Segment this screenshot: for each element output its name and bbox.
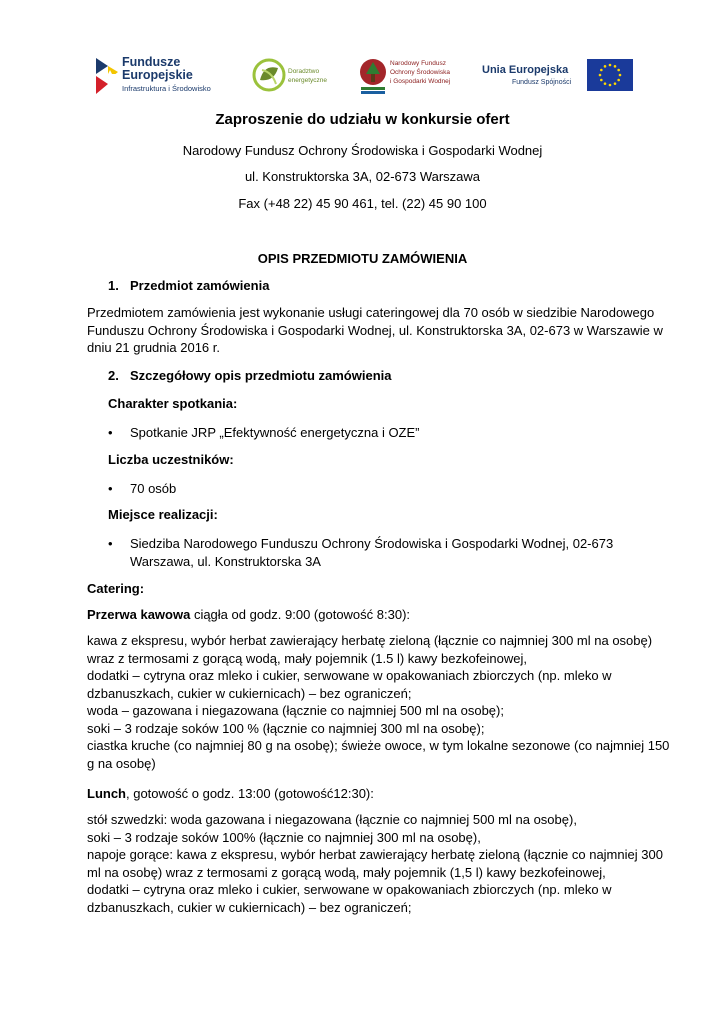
miejsce-line: Siedziba Narodowego Funduszu Ochrony Środowiska i Gospodarki Wodnej, 02-673 <box>130 536 614 551</box>
liczba-label: Liczba uczestników: <box>108 452 234 467</box>
lunch-line: soki – 3 rodzaje soków 100% (łącznie co najmniej 300 ml na osobę), <box>87 829 481 845</box>
org-address: ul. Konstruktorska 3A, 02-673 Warszawa <box>244 169 481 184</box>
eu-star-icon <box>614 82 617 85</box>
fundusze-line3: Infrastruktura i Środowisko <box>122 84 211 93</box>
fundusze-line2: Europejskie <box>122 68 193 82</box>
doradztwo-line2: energetyczne <box>288 77 328 84</box>
przerwa-line: dodatki – cytryna oraz mleko i cukier, serwowane w opakowaniach zbiorczych (np. mleko w <box>87 668 612 683</box>
lunch-line: napoje gorące: kawa z ekspresu, wybór herbat zawierający herbatę zieloną (łącznie co najmniej 300 <box>87 847 663 862</box>
eu-flag-icon <box>587 59 633 91</box>
lunch-rest: , gotowość o godz. 13:00 (gotowość12:30): <box>126 786 374 801</box>
eu-star-icon <box>617 69 620 72</box>
nfosigw-logo <box>358 52 468 102</box>
bullet-icon: • <box>108 536 113 551</box>
section-1-number: 1. <box>108 278 119 293</box>
section-1-paragraph <box>87 304 663 357</box>
przerwa-details <box>87 632 670 772</box>
eu-star-icon <box>609 64 612 67</box>
przerwa-line: soki – 3 rodzaje soków 100 % (łącznie co najmniej 300 ml na osobę); <box>87 720 485 736</box>
eu-star-icon <box>619 74 622 77</box>
logo-bar <box>94 52 634 102</box>
lunch-line: stół szwedzki: woda gazowana i niegazowana (łącznie co najmniej 500 ml na osobę), <box>87 812 577 827</box>
nfosigw-line2: Ochrony Środowiska <box>390 69 450 76</box>
section-2-label: Szczegółowy opis przedmiotu zamówienia <box>130 368 392 383</box>
section-1-label: Przedmiot zamówienia <box>130 278 270 293</box>
lunch-details <box>87 811 663 916</box>
fundusze-line1: Fundusze <box>122 55 181 69</box>
lunch-bold: Lunch <box>87 786 126 801</box>
przerwa-line: ciastka kruche (co najmniej 80 g na osobę); świeże owoce, w tym lokalne sezonowe (co najmniej 150 <box>87 738 670 753</box>
unia-europejska-logo <box>482 52 632 102</box>
eu-star-icon <box>604 65 607 68</box>
przerwa-line: kawa z ekspresu, wybór herbat zawierający herbatę zieloną (łącznie co najmniej 300 ml na osobę) <box>87 633 653 648</box>
tree-icon <box>358 56 388 96</box>
document-title: Zaproszenie do udziału w konkursie ofert <box>215 111 510 128</box>
lunch-heading <box>87 785 638 803</box>
eu-star-icon <box>600 79 603 82</box>
eu-star-icon <box>609 84 612 87</box>
org-contact: Fax (+48 22) 45 90 461, tel. (22) 45 90 100 <box>238 196 487 211</box>
paragraph-line: dniu 21 grudnia 2016 r. <box>87 340 220 355</box>
paragraph-line: Przedmiotem zamówienia jest wykonanie usługi cateringowej dla 70 osób w siedzibie Narodowego <box>87 305 655 320</box>
section-2-heading <box>108 368 392 383</box>
doradztwo-line1: Doradztwo <box>288 68 320 75</box>
nfosigw-line1: Narodowy Fundusz <box>390 60 446 67</box>
org-name: Narodowy Fundusz Ochrony Środowiska i Gospodarki Wodnej <box>182 143 543 158</box>
bullet-icon: • <box>108 481 113 496</box>
eu-star-icon <box>599 74 602 77</box>
przerwa-line: dzbanuszkach, cukier w cukiernicach) – bez ograniczeń; <box>87 685 412 701</box>
liczba-text: 70 osób <box>130 481 177 496</box>
leaf-icon <box>252 58 286 92</box>
doradztwo-logo <box>252 52 334 102</box>
przerwa-line: woda – gazowana i niegazowana (łącznie co najmniej 500 ml na osobę); <box>87 703 504 718</box>
przerwa-heading <box>87 606 638 624</box>
miejsce-text <box>130 535 614 570</box>
przerwa-line: g na osobę) <box>87 755 156 771</box>
section-title: OPIS PRZEDMIOTU ZAMÓWIENIA <box>257 251 468 266</box>
ue-line1: Unia Europejska <box>482 64 569 76</box>
catering-label: Catering: <box>87 581 145 596</box>
ue-line2: Fundusz Spójności <box>512 79 572 86</box>
eu-star-icon <box>614 65 617 68</box>
charakter-label: Charakter spotkania: <box>108 396 238 411</box>
fundusze-europejskie-logo <box>94 52 264 102</box>
paragraph-line: Funduszu Ochrony Środowiska i Gospodarki Wodnej, ul. Konstruktorska 3A, 02-673 w Warszawie w <box>87 322 663 338</box>
lunch-line: dodatki – cytryna oraz mleko i cukier, serwowane w opakowaniach zbiorczych (np. mleko w <box>87 882 612 897</box>
eu-star-icon <box>604 82 607 85</box>
miejsce-line: Warszawa, ul. Konstruktorska 3A <box>130 553 321 569</box>
fundusze-star-icon <box>94 54 120 98</box>
lunch-line: dzbanuszkach, cukier w cukiernicach) – bez ograniczeń; <box>87 899 412 915</box>
eu-star-icon <box>600 69 603 72</box>
miejsce-label: Miejsce realizacji: <box>108 507 218 522</box>
section-1-heading <box>108 278 269 293</box>
lunch-line: ml na osobę) wraz z termosami z gorącą wodą, mały pojemnik (1,5 l) kawy bezkofeinowej, <box>87 864 606 880</box>
przerwa-bold: Przerwa kawowa <box>87 607 191 622</box>
nfosigw-line3: i Gospodarki Wodnej <box>390 78 451 85</box>
przerwa-rest: ciągła od godz. 9:00 (gotowość 8:30): <box>190 607 411 622</box>
section-2-number: 2. <box>108 368 119 383</box>
eu-star-icon <box>617 79 620 82</box>
charakter-text: Spotkanie JRP „Efektywność energetyczna i OZE” <box>130 425 420 440</box>
przerwa-line: wraz z termosami z gorącą wodą, mały pojemnik (1.5 l) kawy bezkofeinowej, <box>87 650 528 666</box>
bullet-icon: • <box>108 425 113 440</box>
